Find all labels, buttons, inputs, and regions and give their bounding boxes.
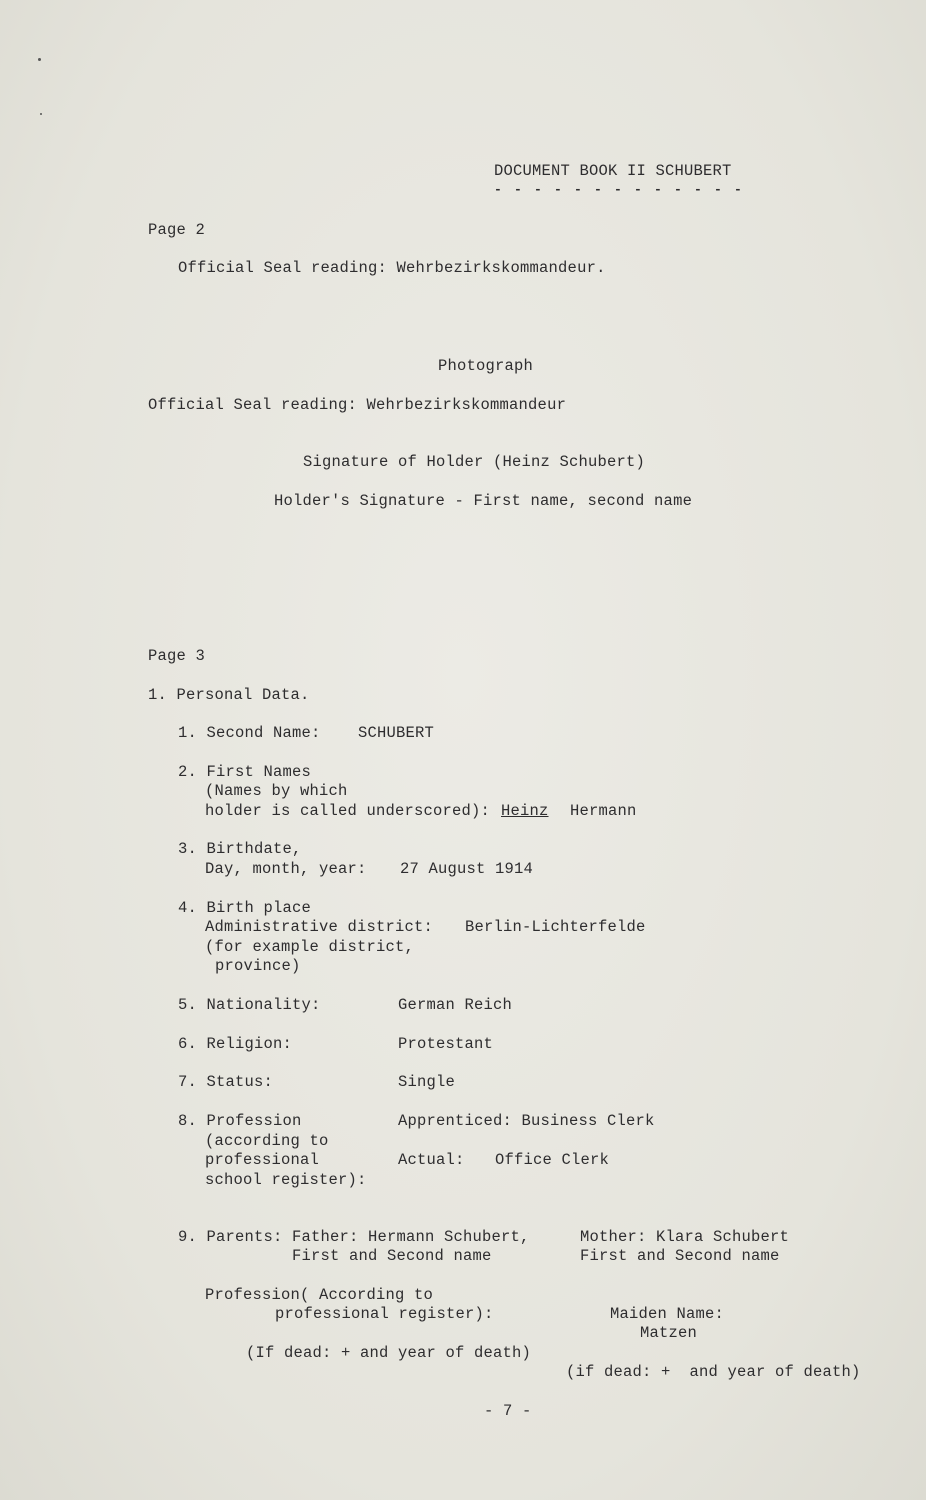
birthplace-district-label: Administrative district:: [205, 918, 434, 936]
birthplace-value: Berlin-Lichterfelde: [465, 918, 646, 936]
nationality-label: 5. Nationality:: [178, 996, 321, 1014]
holder-signature-line: Holder's Signature - First name, second name: [274, 492, 693, 510]
first-names-label: 2. First Names: [178, 763, 312, 781]
birthdate-value: 27 August 1914: [400, 860, 534, 878]
first-names-note: (Names by which: [205, 782, 348, 800]
status-label: 7. Status:: [178, 1073, 274, 1091]
document-header: DOCUMENT BOOK II SCHUBERT: [494, 162, 732, 180]
seal-reading-1: Official Seal reading: Wehrbezirkskommandeur.: [178, 259, 606, 277]
page-3-label: Page 3: [148, 647, 206, 665]
father-name-sub: First and Second name: [292, 1247, 492, 1265]
seal-reading-2: Official Seal reading: Wehrbezirkskommandeur: [148, 396, 567, 414]
profession-actual-label: Actual:: [398, 1151, 465, 1169]
status-value: Single: [398, 1073, 456, 1091]
birthplace-label: 4. Birth place: [178, 899, 312, 917]
page-2-label: Page 2: [148, 221, 206, 239]
birthdate-label: 3. Birthdate,: [178, 840, 302, 858]
second-name-label: 1. Second Name:: [178, 724, 321, 742]
signature-line: Signature of Holder (Heinz Schubert): [303, 453, 646, 471]
profession-note-3: school register):: [205, 1171, 367, 1189]
profession-note: (according to: [205, 1132, 329, 1150]
parents-mother-line: Mother: Klara Schubert: [580, 1228, 790, 1246]
photograph-label: Photograph: [438, 357, 534, 375]
page-number: - 7 -: [484, 1402, 532, 1420]
paper-speck: [38, 58, 41, 61]
religion-label: 6. Religion:: [178, 1035, 293, 1053]
mother-death-note: (if dead: + and year of death): [566, 1363, 861, 1381]
maiden-name-label: Maiden Name:: [610, 1305, 725, 1323]
mother-name-sub: First and Second name: [580, 1247, 780, 1265]
profession-actual-value: Office Clerk: [495, 1151, 610, 1169]
parents-father-line: 9. Parents: Father: Hermann Schubert,: [178, 1228, 530, 1246]
profession-apprenticed: Apprenticed: Business Clerk: [398, 1112, 655, 1130]
birthplace-note: (for example district,: [205, 938, 415, 956]
maiden-name-value: Matzen: [640, 1324, 698, 1342]
second-name-value: SCHUBERT: [358, 724, 435, 742]
paper-speck: [40, 113, 42, 115]
section-personal-data: 1. Personal Data.: [148, 686, 310, 704]
parent-profession-note: professional register):: [275, 1305, 494, 1323]
nationality-value: German Reich: [398, 996, 513, 1014]
first-name-underscored: Heinz: [501, 802, 549, 820]
header-underline: - - - - - - - - - - - - -: [494, 182, 745, 197]
birthplace-note-2: province): [215, 957, 301, 975]
birthdate-sub-label: Day, month, year:: [205, 860, 367, 878]
religion-value: Protestant: [398, 1035, 494, 1053]
first-name-rest: Hermann: [570, 802, 637, 820]
father-death-note: (If dead: + and year of death): [246, 1344, 532, 1362]
parent-profession-label: Profession( According to: [205, 1286, 434, 1304]
profession-label: 8. Profession: [178, 1112, 302, 1130]
first-names-note-2: holder is called underscored):: [205, 802, 491, 820]
profession-note-2: professional: [205, 1151, 320, 1169]
